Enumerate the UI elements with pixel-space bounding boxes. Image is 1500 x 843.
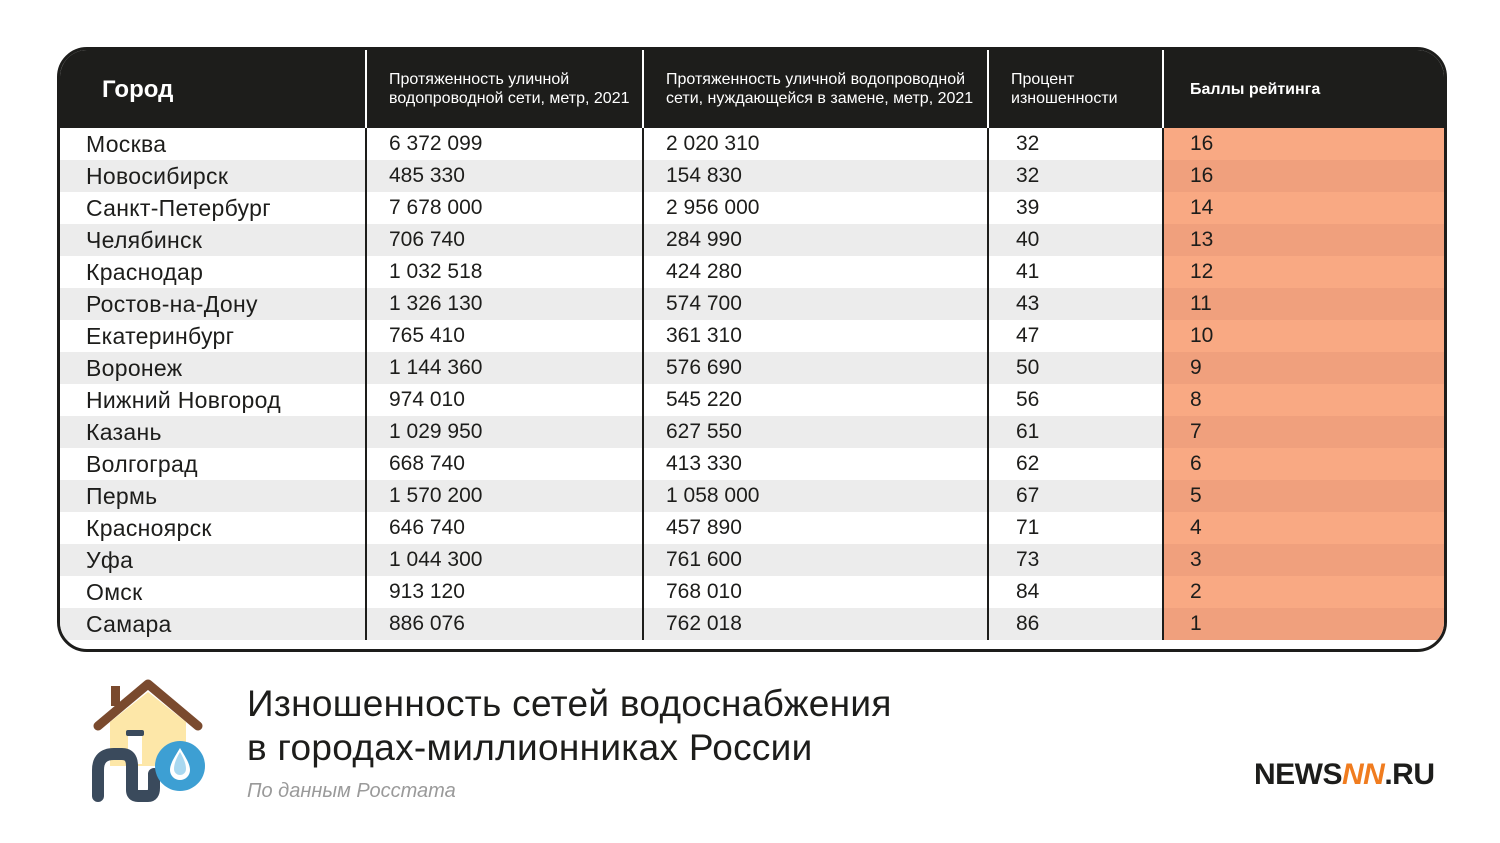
cell-replacement-length: 424 280 <box>643 256 988 288</box>
cell-city: Самара <box>60 608 366 640</box>
page-title <box>247 682 892 770</box>
cell-replacement-length: 361 310 <box>643 320 988 352</box>
rating-table-frame <box>57 47 1447 652</box>
cell-replacement-length: 413 330 <box>643 448 988 480</box>
cell-city: Новосибирск <box>60 160 366 192</box>
logo-part-ru: .RU <box>1384 758 1435 791</box>
title-line-1: Изношенность сетей водоснабжения <box>247 683 892 724</box>
table-row <box>60 192 1444 224</box>
cell-wear-percent: 67 <box>988 480 1163 512</box>
cell-rating-score: 13 <box>1163 224 1444 256</box>
cell-replacement-length: 2 956 000 <box>643 192 988 224</box>
cell-city: Москва <box>60 128 366 160</box>
table-row <box>60 512 1444 544</box>
cell-city: Воронеж <box>60 352 366 384</box>
cell-replacement-length: 762 018 <box>643 608 988 640</box>
cell-city: Волгоград <box>60 448 366 480</box>
table-row <box>60 480 1444 512</box>
cell-rating-score: 12 <box>1163 256 1444 288</box>
house-water-pipe-icon <box>88 678 208 804</box>
table-row <box>60 256 1444 288</box>
cell-city: Екатеринбург <box>60 320 366 352</box>
cell-network-length: 1 044 300 <box>366 544 643 576</box>
cell-wear-percent: 32 <box>988 160 1163 192</box>
header-replacement-length: Протяженность уличной водопроводной сети, нуждающейся в замене, метр, 2021 <box>643 50 988 128</box>
cell-wear-percent: 47 <box>988 320 1163 352</box>
rating-table <box>60 50 1444 640</box>
cell-rating-score: 16 <box>1163 160 1444 192</box>
cell-network-length: 1 570 200 <box>366 480 643 512</box>
cell-rating-score: 14 <box>1163 192 1444 224</box>
cell-network-length: 668 740 <box>366 448 643 480</box>
cell-wear-percent: 43 <box>988 288 1163 320</box>
cell-network-length: 646 740 <box>366 512 643 544</box>
cell-rating-score: 10 <box>1163 320 1444 352</box>
cell-network-length: 485 330 <box>366 160 643 192</box>
cell-rating-score: 3 <box>1163 544 1444 576</box>
table-row <box>60 352 1444 384</box>
table-row <box>60 448 1444 480</box>
cell-replacement-length: 457 890 <box>643 512 988 544</box>
cell-rating-score: 8 <box>1163 384 1444 416</box>
cell-wear-percent: 86 <box>988 608 1163 640</box>
cell-city: Ростов-на-Дону <box>60 288 366 320</box>
cell-replacement-length: 627 550 <box>643 416 988 448</box>
cell-city: Казань <box>60 416 366 448</box>
cell-rating-score: 1 <box>1163 608 1444 640</box>
table-row <box>60 160 1444 192</box>
cell-replacement-length: 574 700 <box>643 288 988 320</box>
cell-wear-percent: 39 <box>988 192 1163 224</box>
cell-network-length: 7 678 000 <box>366 192 643 224</box>
header-city: Город <box>60 50 366 128</box>
cell-rating-score: 11 <box>1163 288 1444 320</box>
cell-network-length: 765 410 <box>366 320 643 352</box>
cell-rating-score: 6 <box>1163 448 1444 480</box>
cell-city: Нижний Новгород <box>60 384 366 416</box>
cell-network-length: 1 326 130 <box>366 288 643 320</box>
logo-part-nn: NN <box>1342 758 1385 791</box>
cell-network-length: 886 076 <box>366 608 643 640</box>
cell-city: Челябинск <box>60 224 366 256</box>
cell-replacement-length: 284 990 <box>643 224 988 256</box>
cell-wear-percent: 56 <box>988 384 1163 416</box>
cell-wear-percent: 40 <box>988 224 1163 256</box>
cell-rating-score: 16 <box>1163 128 1444 160</box>
cell-rating-score: 4 <box>1163 512 1444 544</box>
header-rating-score: Баллы рейтинга <box>1190 80 1321 98</box>
table-row <box>60 608 1444 640</box>
cell-network-length: 913 120 <box>366 576 643 608</box>
cell-network-length: 6 372 099 <box>366 128 643 160</box>
header-wear-percent: Процент изношенности <box>988 50 1163 128</box>
cell-rating-score: 2 <box>1163 576 1444 608</box>
cell-wear-percent: 50 <box>988 352 1163 384</box>
table-row <box>60 288 1444 320</box>
cell-replacement-length: 761 600 <box>643 544 988 576</box>
table-row <box>60 320 1444 352</box>
table-row <box>60 544 1444 576</box>
cell-wear-percent: 84 <box>988 576 1163 608</box>
cell-city: Пермь <box>60 480 366 512</box>
cell-city: Санкт-Петербург <box>60 192 366 224</box>
cell-wear-percent: 73 <box>988 544 1163 576</box>
cell-city: Краснодар <box>60 256 366 288</box>
cell-rating-score: 5 <box>1163 480 1444 512</box>
cell-wear-percent: 41 <box>988 256 1163 288</box>
table-row <box>60 128 1444 160</box>
source-note: По данным Росстата <box>247 780 456 802</box>
cell-city: Омск <box>60 576 366 608</box>
cell-network-length: 1 029 950 <box>366 416 643 448</box>
cell-wear-percent: 62 <box>988 448 1163 480</box>
cell-wear-percent: 61 <box>988 416 1163 448</box>
table-row <box>60 384 1444 416</box>
cell-network-length: 1 032 518 <box>366 256 643 288</box>
table-header-row <box>60 50 1444 128</box>
cell-rating-score: 9 <box>1163 352 1444 384</box>
cell-city: Уфа <box>60 544 366 576</box>
cell-rating-score: 7 <box>1163 416 1444 448</box>
table-row <box>60 416 1444 448</box>
cell-replacement-length: 768 010 <box>643 576 988 608</box>
cell-replacement-length: 576 690 <box>643 352 988 384</box>
cell-network-length: 1 144 360 <box>366 352 643 384</box>
newsnn-logo <box>1254 758 1435 792</box>
cell-wear-percent: 71 <box>988 512 1163 544</box>
cell-replacement-length: 2 020 310 <box>643 128 988 160</box>
table-row <box>60 576 1444 608</box>
cell-network-length: 974 010 <box>366 384 643 416</box>
cell-city: Красноярск <box>60 512 366 544</box>
cell-network-length: 706 740 <box>366 224 643 256</box>
table-row <box>60 224 1444 256</box>
cell-replacement-length: 1 058 000 <box>643 480 988 512</box>
cell-wear-percent: 32 <box>988 128 1163 160</box>
cell-replacement-length: 154 830 <box>643 160 988 192</box>
title-line-2: в городах-миллионниках России <box>247 727 813 768</box>
logo-part-news: NEWS <box>1254 758 1342 791</box>
header-network-length: Протяженность уличной водопроводной сети, метр, 2021 <box>366 50 643 128</box>
cell-replacement-length: 545 220 <box>643 384 988 416</box>
